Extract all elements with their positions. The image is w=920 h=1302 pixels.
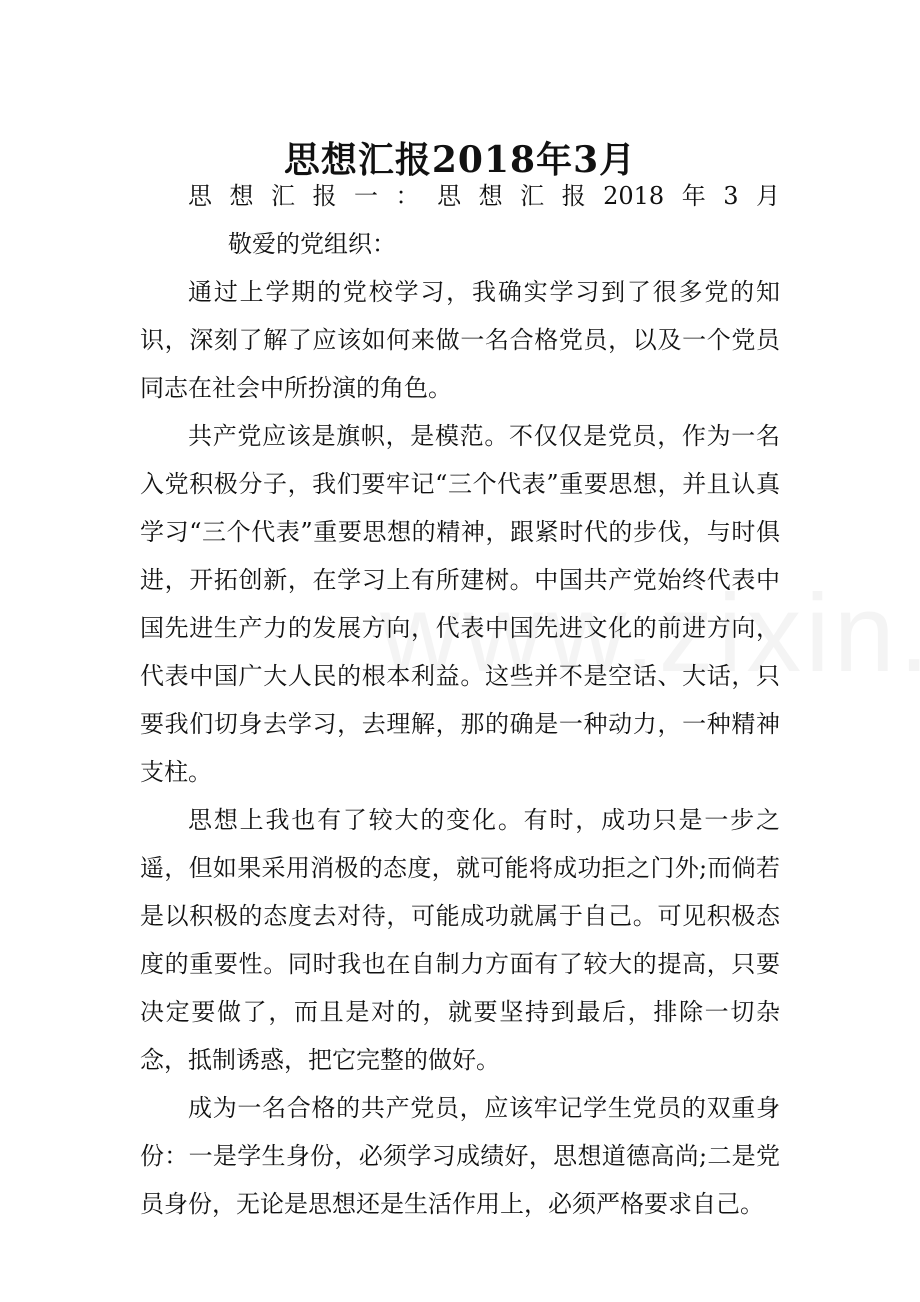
paragraph-4: 成为一名合格的共产党员，应该牢记学生党员的双重身份：一是学生身份，必须学习成绩好，思想道德高尚;二是党员身份，无论是思想还是生活作用上，必须严格要求自己。 xyxy=(140,1094,780,1218)
greeting: 敬爱的党组织： xyxy=(228,230,396,258)
document-body xyxy=(140,172,780,1228)
paragraph-2: 共产党应该是旗帜，是模范。不仅仅是党员，作为一名入党积极分子，我们要牢记“三个代表”重要思想，并且认真学习“三个代表”重要思想的精神，跟紧时代的步伐，与时俱进，开拓创新，在学习上有所建树。中国共产党始终代表中国先进生产力的发展方向，代表中国先进文化的前进方向，代表中国广大人民的根本利益。这些并不是空话、大话，只要我们切身去学习，去理解，那的确是一种动力，一种精神支柱。 xyxy=(140,422,780,786)
page-title: 思想汇报2018年3月 xyxy=(283,139,637,182)
paragraph-3: 思想上我也有了较大的变化。有时，成功只是一步之遥，但如果采用消极的态度，就可能将成功拒之门外;而倘若是以积极的态度去对待，可能成功就属于自己。可见积极态度的重要性。同时我也在自制力方面有了较大的提高，只要决定要做了，而且是对的，就要坚持到最后，排除一切杂念，抵制诱惑，把它完整的做好。 xyxy=(140,806,780,1074)
intro-line xyxy=(140,172,780,268)
paragraph-1: 通过上学期的党校学习，我确实学习到了很多党的知识，深刻了解了应该如何来做一名合格党员，以及一个党员同志在社会中所扮演的角色。 xyxy=(140,278,780,402)
intro-heading: 思想汇报一：思想汇报2018年3月 xyxy=(188,182,780,210)
